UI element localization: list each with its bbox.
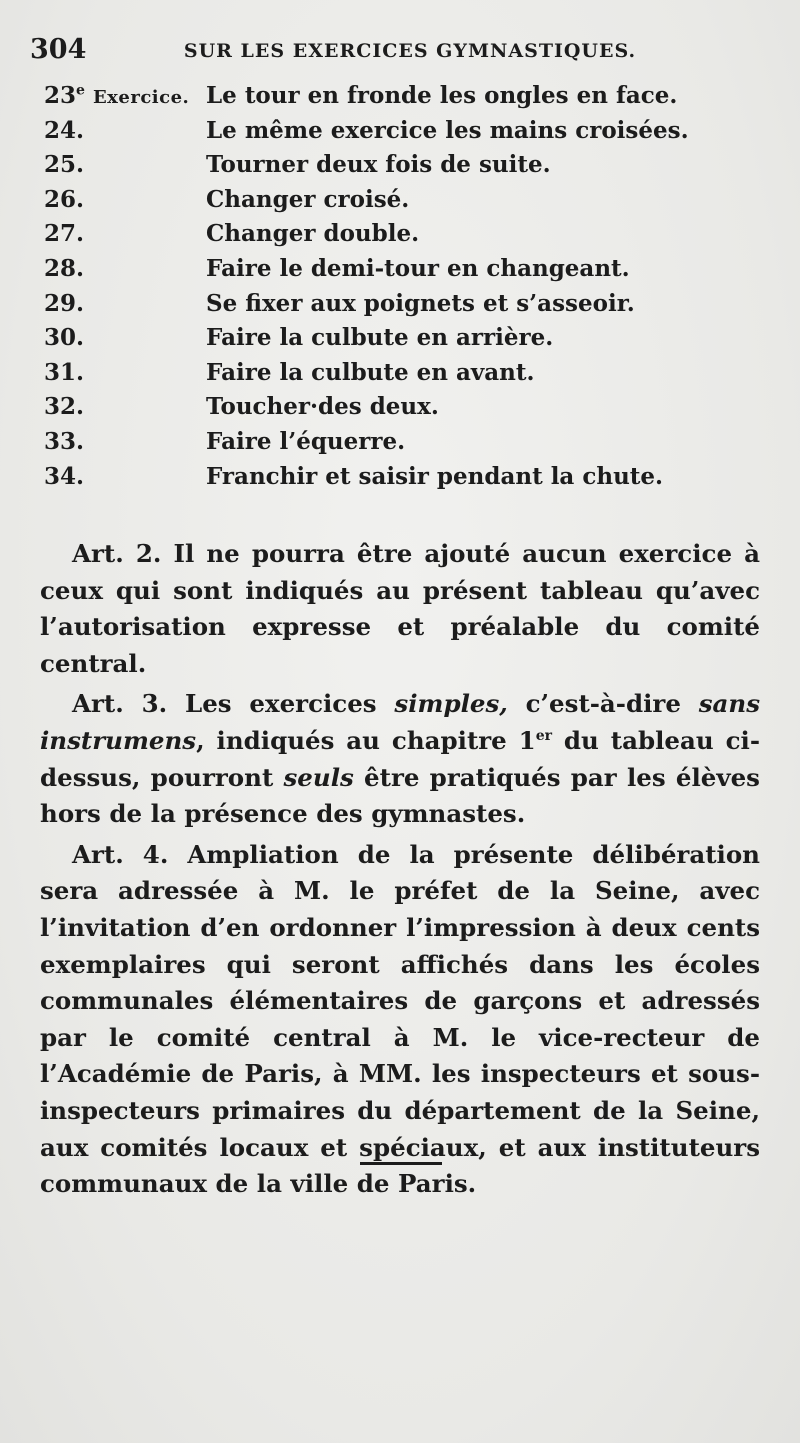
exercise-number: 24. [44,116,85,144]
page-number: 304 [30,34,87,65]
exercise-row [44,220,744,255]
running-title: SUR LES EXERCICES GYMNASTIQUES. [183,40,637,62]
exercise-number: 30. [44,324,85,352]
exercise-number: 33. [44,427,85,455]
exercise-row [44,463,744,498]
exercise-text: Le tour en fronde les ongles en face. [206,82,678,109]
exercise-text: Faire la culbute en arrière. [206,324,554,352]
exercise-row [44,255,744,290]
running-head [30,34,770,68]
exercise-row [44,186,744,221]
exercise-number: 27. [44,220,85,248]
exercise-text: Toucher·des deux. [206,393,439,421]
exercise-text: Franchir et saisir pendant la chute. [206,462,664,490]
exercise-number: 34. [44,462,85,490]
exercise-text: Faire l’équerre. [206,427,406,455]
exercise-row [44,117,744,152]
exercise-label: Exercice. [92,87,190,108]
exercise-row [44,393,744,428]
exercise-number: 31. [44,358,85,386]
exercise-row [44,359,744,394]
exercise-row [44,428,744,463]
exercise-text: Tourner deux fois de suite. [206,151,551,179]
exercise-text: Changer croisé. [206,185,410,213]
exercise-text: Le même exercice les mains croisées. [206,116,689,144]
exercise-text: Faire le demi-tour en changeant. [206,254,630,282]
exercise-number: 23e Exercice. [44,82,190,109]
exercise-number: 29. [44,289,85,317]
exercise-text: Changer double. [206,220,420,248]
exercise-text: Faire la culbute en avant. [206,358,535,386]
exercise-row [44,290,744,325]
exercise-number: 25. [44,151,85,179]
article-2: Art. 2. Il ne pourra être ajouté aucun exercice à ceux qui sont indiqués au présent tableau qu’avec l’autorisation expresse et préalable du comité central. [40,539,760,678]
exercise-list [44,82,744,497]
articles [40,536,760,1207]
exercise-number: 28. [44,254,85,282]
exercise-number: 26. [44,185,85,213]
closing-rule [360,1162,442,1165]
exercise-number: 32. [44,393,85,421]
article-4: Art. 4. Ampliation de la présente délibération sera adressée à M. le préfet de la Seine, avec l’invitation d’en ordonner l’impression à deux cents exemplaires qui seront affichés dans les écoles communales élémentaires de garçons et adressés par le comité central à M. le vice-recteur de l’Académie de Paris, à MM. les inspecteurs et sous-inspecteurs primaires du département de la Seine, aux comités locaux et spéciaux, et aux instituteurs communaux de la ville de Paris. [40,839,760,1199]
exercise-row [44,324,744,359]
exercise-text: Se fixer aux poignets et s’asseoir. [206,289,635,317]
exercise-row [44,151,744,186]
article-3: Art. 3. Les exercices simples, c’est-à-dire sans instrumens, indiqués au chapitre 1er du tableau ci-dessus, pourront seuls être pratiqués par les élèves hors de la présence des gymnastes. [40,689,760,829]
exercise-row [44,82,744,117]
